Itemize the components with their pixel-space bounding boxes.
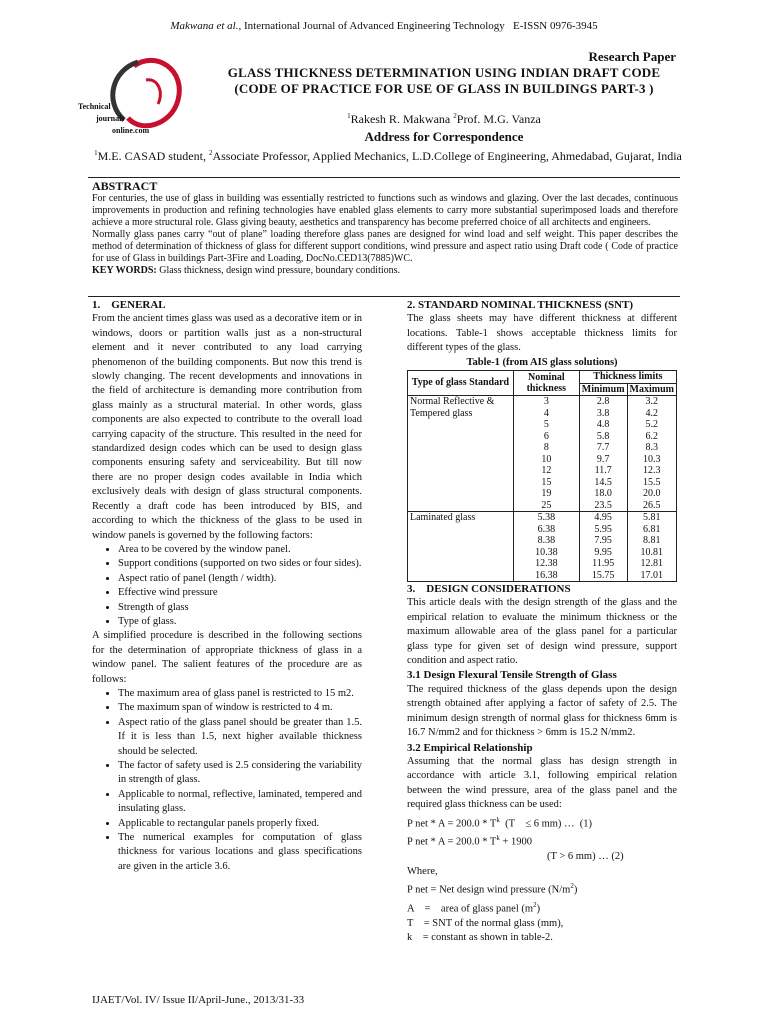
thickness-table <box>407 370 677 582</box>
nominal-cell: 6 <box>513 431 579 443</box>
max-cell: 10.3 <box>627 454 676 466</box>
author-1-sup: 1 <box>347 112 351 120</box>
header-journal: International Journal of Advanced Engineering Technology <box>243 20 505 32</box>
affil-2-sup: 2 <box>208 149 213 157</box>
table-caption: Table-1 (from AIS glass solutions) <box>466 356 618 368</box>
affil-2: Associate Professor, Applied Mechanics, L.D.College of Engineering, Ahmedabad, Gujarat, India <box>212 149 682 163</box>
table-row <box>408 396 677 408</box>
list-item: • Type of glass. <box>118 615 362 629</box>
glass-type-cell: Normal Reflective & Tempered glass <box>408 396 514 512</box>
min-cell: 11.7 <box>579 465 627 477</box>
features-list <box>92 687 362 874</box>
definition-a: A = area of glass panel $(m^2)$ <box>407 901 541 915</box>
author-2-sup: 2 <box>453 112 457 120</box>
section-2-paragraph: The glass sheets may have different thickness at different locations. Table-1 shows acceptable thickness limits for different types of the glass. <box>407 313 677 354</box>
equation-2-condition: (T > 6 mm) … (2) <box>547 851 624 863</box>
list-item: • Area to be covered by the window panel. <box>118 543 362 557</box>
section-3-paragraph: This article deals with the design strength of the glass and the empirical relation to evaluate the minimum thickness or the maximum allowable area of the glass panel for a particular glass type for given set of design wind pressure, support condition and aspect ratio. <box>407 597 677 667</box>
affil-1: M.E. CASAD student, <box>97 149 209 163</box>
min-cell: 9.95 <box>579 547 627 559</box>
max-cell: 10.81 <box>627 547 676 559</box>
abstract-heading: ABSTRACT <box>92 179 158 193</box>
section-3-1-paragraph: The required thickness of the glass depends upon the design strength obtained after applying a factor of safety of 2.5. The minimum design strength of normal glass for thickness 6mm is 16.7 N/mm2 and for thickness > 6mm is 15.2 N/mm2. <box>407 683 677 739</box>
nominal-cell: 10 <box>513 454 579 466</box>
nominal-cell: 5 <box>513 419 579 431</box>
max-cell: 12.81 <box>627 558 676 570</box>
list-item: • Aspect ratio of panel (length / width). <box>118 572 362 586</box>
list-item: • Applicable to normal, reflective, laminated, tempered and insulating glass. <box>118 788 362 817</box>
abstract-body <box>92 193 678 277</box>
glass-type-cell: Laminated glass <box>408 512 514 582</box>
list-item: • Applicable to rectangular panels properly fixed. <box>118 817 362 831</box>
nominal-cell: 16.38 <box>513 570 579 582</box>
max-cell: 26.5 <box>627 500 676 512</box>
list-item: • Effective wind pressure <box>118 586 362 600</box>
max-cell: 4.2 <box>627 408 676 420</box>
max-cell: 8.3 <box>627 442 676 454</box>
logo-text-3: online.com <box>112 126 150 135</box>
max-cell: 5.2 <box>627 419 676 431</box>
table-row <box>408 512 677 524</box>
nominal-cell: 5.38 <box>513 512 579 524</box>
min-cell: 4.95 <box>579 512 627 524</box>
paper-title <box>202 65 686 97</box>
address-heading: Address for Correspondence <box>364 129 524 144</box>
nominal-cell: 15 <box>513 477 579 489</box>
logo-text-2: journals <box>96 114 125 123</box>
right-column <box>407 298 677 946</box>
max-cell: 8.81 <box>627 535 676 547</box>
procedure-paragraph: A simplified procedure is described in the following sections for the determination of appropriate thickness of glass in a window panel. The salient features of the procedure are as follows: <box>92 630 362 685</box>
equation-1: P net * $A = 200.0 * T^k$ (T ≤ 6 mm) … (1) <box>407 815 593 830</box>
definition-k: k = constant as shown in table-2. <box>407 932 553 944</box>
min-cell: 23.5 <box>579 500 627 512</box>
max-cell: 17.01 <box>627 570 676 582</box>
logo-text-1: Technical <box>78 102 111 111</box>
nominal-cell: 3 <box>513 396 579 408</box>
min-cell: 7.95 <box>579 535 627 547</box>
min-cell: 3.8 <box>579 408 627 420</box>
list-item: • The factor of safety used is 2.5 considering the variability in strength of glass. <box>118 759 362 788</box>
max-cell: 6.81 <box>627 524 676 536</box>
nominal-cell: 19 <box>513 488 579 500</box>
nominal-cell: 4 <box>513 408 579 420</box>
left-column <box>92 298 362 874</box>
author-line <box>202 112 686 127</box>
nominal-cell: 6.38 <box>513 524 579 536</box>
keywords-label: KEY WORDS: <box>92 265 157 276</box>
journal-logo <box>78 52 204 138</box>
section-2-heading: 2. STANDARD NOMINAL THICKNESS (SNT) <box>407 299 634 311</box>
list-item: • The maximum span of window is restricted to 4 m. <box>118 701 362 715</box>
nominal-cell: 8 <box>513 442 579 454</box>
th-min: Minimum <box>579 383 627 396</box>
max-cell: 5.81 <box>627 512 676 524</box>
th-limits: Thickness limits <box>579 371 676 384</box>
min-cell: 14.5 <box>579 477 627 489</box>
abstract-paragraph-2: Normally glass panes carry “out of plane” loading therefore glass panes are designed for wind load and self weight. This paper describes the method of determination of thickness of glass for different support conditions, wind pressure and aspect ratio using Draft code ( Code of practice for use of Glass in buildings Part-3Fire and Loading, DocNo.CED13(7885)WC. <box>92 229 678 264</box>
list-item: • The maximum area of glass panel is restricted to 15 m2. <box>118 687 362 701</box>
factors-list <box>92 543 362 629</box>
nominal-cell: 12.38 <box>513 558 579 570</box>
list-item: • The numerical examples for computation of glass thickness for various locations and glass specifications are given in the article 3.6. <box>118 831 362 874</box>
paper-type: Research Paper <box>588 49 676 64</box>
list-item: • Support conditions (supported on two sides or four sides). <box>118 557 362 571</box>
max-cell: 15.5 <box>627 477 676 489</box>
min-cell: 9.7 <box>579 454 627 466</box>
min-cell: 4.8 <box>579 419 627 431</box>
th-type: Type of glass Standard <box>408 371 514 396</box>
header-authors: Makwana et al., <box>170 20 242 32</box>
keywords <box>92 265 678 277</box>
nominal-cell: 8.38 <box>513 535 579 547</box>
keywords-text: Glass thickness, design wind pressure, boundary conditions. <box>156 265 401 276</box>
min-cell: 18.0 <box>579 488 627 500</box>
title-line-2: (CODE OF PRACTICE FOR USE OF GLASS IN BUILDINGS PART-3 ) <box>234 81 654 96</box>
th-max: Maximum <box>627 383 676 396</box>
min-cell: 5.8 <box>579 431 627 443</box>
min-cell: 2.8 <box>579 396 627 408</box>
th-nominal: Nominal thickness <box>513 371 579 396</box>
author-2: Prof. M.G. Vanza <box>456 112 541 126</box>
where-label: Where, <box>407 865 438 877</box>
section-1-paragraph: From the ancient times glass was used as a decorative item or in windows, doors or partition walls just as a non-structural element and it never contributed to any load carrying phenomenon of the building components. But now this trend is slowly changing. The recent developments and innovations in the field of architecture is demanding more contribution from glass mainly as a structural material. In other words, glass components are also expected to contribute to the overall load carrying capacity of the structure. This resulted in the need for standardized design codes which can be used to design glass components ensuring safety and serviceability. But till now there are no proper design codes available in India which exclusively deals with design of glass structural components. Recently a draft code has been introduced by BIS, and according to which the thickness of the glass to be used in window panels is governed by the following factors: <box>92 313 362 541</box>
nominal-cell: 10.38 <box>513 547 579 559</box>
divider-top <box>88 177 680 178</box>
section-3-1-heading: 3.1 Design Flexural Tensile Strength of Glass <box>407 669 617 682</box>
header-issn: E-ISSN 0976-3945 <box>513 20 598 32</box>
max-cell: 12.3 <box>627 465 676 477</box>
max-cell: 6.2 <box>627 431 676 443</box>
section-3-2-paragraph: Assuming that the normal glass has design strength in accordance with article 3.1, following empirical relation between the wind pressure, area of the glass panel and the required glass thickness can be used: <box>407 755 677 811</box>
list-item: • Aspect ratio of the glass panel should be greater than 1.5. If it is less than 1.5, next higher available thickness should be selected. <box>118 716 362 759</box>
section-3-heading: 3. DESIGN CONSIDERATIONS <box>407 583 571 596</box>
min-cell: 11.95 <box>579 558 627 570</box>
page-footer: IJAET/Vol. IV/ Issue II/April-June., 2013/31-33 <box>92 994 305 1006</box>
max-cell: 3.2 <box>627 396 676 408</box>
nominal-cell: 25 <box>513 500 579 512</box>
definition-pnet: P net = Net design wind pressure $(N/m^2)$ <box>407 882 578 896</box>
section-1-heading: 1. GENERAL <box>92 299 166 311</box>
abstract-paragraph-1: For centuries, the use of glass in building was essentially restricted to functions such as windows and glazing. Over the last decades, continuous improvements in production and refining technologies have enabled glass elements to carry more substantial superimposed loads and therefore achieve a more structural role. Glass giving beauty, aesthetics and transparency has become preferred choice of all architects and engineers. <box>92 193 678 228</box>
nominal-cell: 12 <box>513 465 579 477</box>
list-item: • Strength of glass <box>118 601 362 615</box>
section-3-2-heading: 3.2 Empirical Relationship <box>407 741 533 754</box>
affil-1-sup: 1 <box>94 149 98 157</box>
running-header <box>0 20 768 32</box>
author-1: Rakesh R. Makwana <box>350 112 451 126</box>
min-cell: 15.75 <box>579 570 627 582</box>
max-cell: 20.0 <box>627 488 676 500</box>
definition-t: T = SNT of the normal glass (mm), <box>407 917 564 929</box>
equation-2: P net * $A = 200.0 * T^k + 1900$ <box>407 834 533 848</box>
affiliation <box>90 146 686 163</box>
title-line-1: GLASS THICKNESS DETERMINATION USING INDIAN DRAFT CODE <box>227 65 661 80</box>
min-cell: 5.95 <box>579 524 627 536</box>
min-cell: 7.7 <box>579 442 627 454</box>
divider-abstract <box>88 296 680 297</box>
